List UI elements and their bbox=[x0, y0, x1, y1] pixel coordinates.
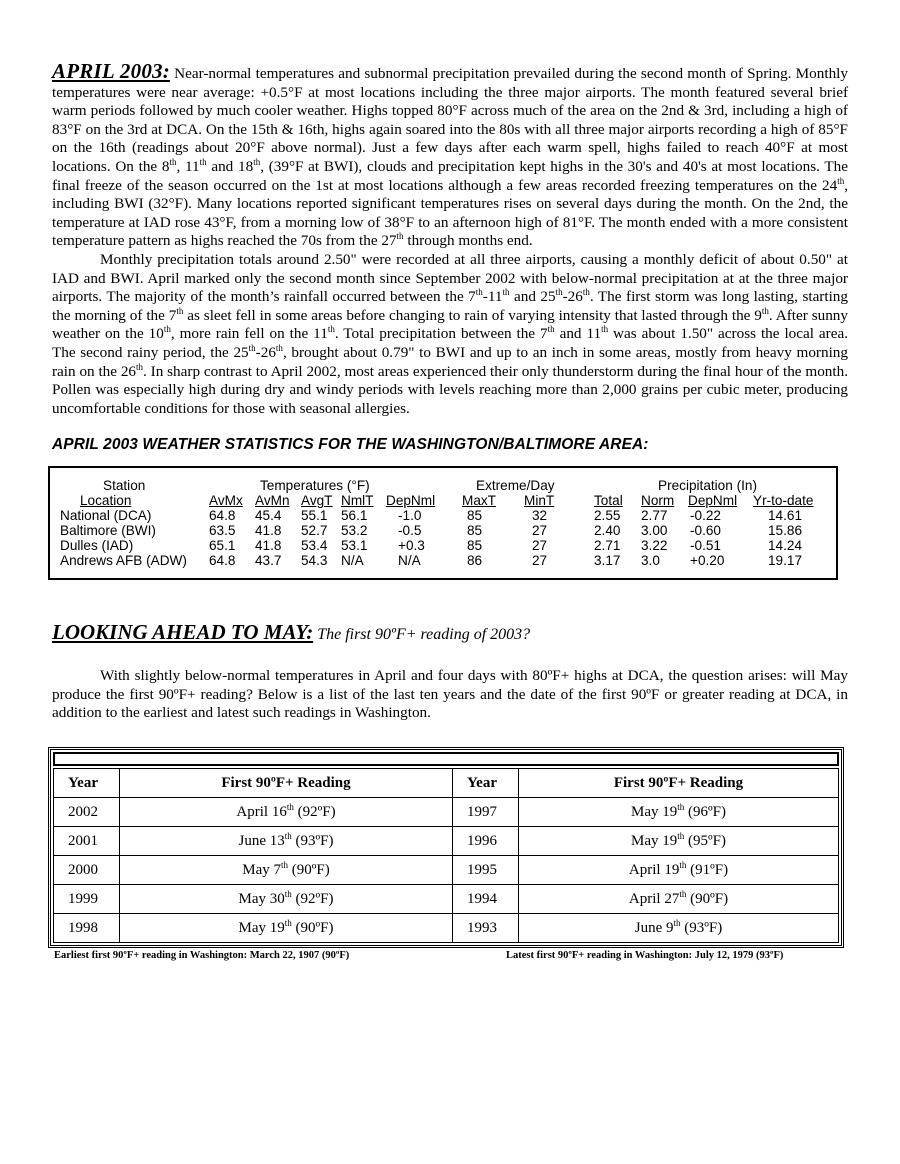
stats-col-precip-depnml: DepNml bbox=[688, 493, 738, 509]
stats-avmx: 64.8 bbox=[209, 508, 236, 524]
looking-ahead-paragraph: With slightly below-normal temperatures in April and four days with 80ºF+ highs at DCA, the question arises: will May produce the first 90ºF+ reading? Below is a list of the last ten years and the date of the first 90ºF or greater reading at DCA, in addition to the earliest and latest such readings in Washington. bbox=[52, 667, 848, 722]
stats-col-norm: Norm bbox=[641, 493, 675, 509]
ordinal-superscript: th bbox=[327, 324, 335, 335]
year-value: 2001 bbox=[68, 832, 98, 849]
stats-avmn: 41.8 bbox=[255, 538, 282, 554]
year-value: 1994 bbox=[467, 890, 497, 907]
table-row bbox=[54, 798, 839, 827]
ordinal-superscript: th bbox=[547, 324, 555, 335]
stats-ytd: 14.61 bbox=[768, 508, 803, 524]
ordinal-superscript: th bbox=[396, 231, 404, 242]
stats-maxt: 85 bbox=[467, 508, 483, 524]
reading-cell bbox=[519, 856, 839, 885]
year-cell bbox=[453, 885, 519, 914]
looking-ahead-heading-line bbox=[52, 620, 848, 645]
stats-precip-dep: +0.20 bbox=[690, 553, 725, 569]
reading-temp: (96ºF) bbox=[688, 803, 726, 820]
stats-avgt: 55.1 bbox=[301, 508, 328, 524]
ordinal-superscript: th bbox=[284, 830, 292, 841]
ordinal-superscript: th bbox=[502, 287, 510, 298]
reading-cell bbox=[120, 827, 453, 856]
stats-nmlt: N/A bbox=[341, 553, 364, 569]
text-run: was about 1.50" across the local area. The second rainy period, the 25 bbox=[52, 325, 849, 361]
ordinal-superscript: th bbox=[136, 361, 144, 372]
stats-maxt: 85 bbox=[467, 523, 483, 539]
reading-date: May 7 bbox=[242, 861, 281, 878]
reading-temp: (91ºF) bbox=[690, 861, 729, 878]
reading-temp: (93ºF) bbox=[295, 832, 334, 849]
april-paragraph-2 bbox=[52, 251, 848, 418]
looking-ahead-heading: LOOKING AHEAD TO MAY: bbox=[52, 620, 314, 645]
reading-cell bbox=[120, 885, 453, 914]
ordinal-superscript: th bbox=[679, 888, 687, 899]
text-run: . Total precipitation between the 7 bbox=[334, 325, 548, 343]
reading-temp: (93ºF) bbox=[684, 919, 723, 936]
reading-date: June 13 bbox=[238, 832, 285, 849]
col-reading-right: First 90ºF+ Reading bbox=[519, 769, 839, 798]
year-cell bbox=[453, 914, 519, 943]
stats-col-avmn: AvMn bbox=[255, 493, 290, 509]
stats-avgt: 53.4 bbox=[301, 538, 328, 554]
stats-ytd: 14.24 bbox=[768, 538, 803, 554]
text-run: -11 bbox=[482, 288, 503, 306]
stats-location: Dulles (IAD) bbox=[60, 538, 134, 554]
text-run: -26 bbox=[255, 343, 276, 361]
stats-depnml: +0.3 bbox=[398, 538, 425, 554]
col-year-left: Year bbox=[54, 769, 120, 798]
footnote-earliest: Earliest first 90ºF+ reading in Washington: March 22, 1907 (90ºF) bbox=[54, 950, 350, 962]
stats-group-precip: Precipitation (In) bbox=[658, 478, 757, 494]
text-run: . The first storm was long lasting, starting the morning of the 7 bbox=[52, 288, 848, 324]
stats-avmn: 41.8 bbox=[255, 523, 282, 539]
stats-col-nmlt: NmlT bbox=[341, 493, 374, 509]
reading-date: May 19 bbox=[238, 919, 285, 936]
stats-depnml: -1.0 bbox=[398, 508, 422, 524]
stats-avmx: 63.5 bbox=[209, 523, 236, 539]
reading-temp: (92ºF) bbox=[297, 803, 336, 820]
reading-temp: (90ºF) bbox=[291, 861, 330, 878]
stats-ytd: 15.86 bbox=[768, 523, 803, 539]
first-90-table-topbar bbox=[53, 752, 839, 766]
ordinal-superscript: th bbox=[475, 287, 483, 298]
year-cell bbox=[54, 827, 120, 856]
stats-total: 2.71 bbox=[594, 538, 621, 554]
reading-date: June 9 bbox=[634, 919, 674, 936]
text-run: , more rain fell on the 11 bbox=[170, 325, 328, 343]
first-90-table bbox=[53, 768, 839, 943]
stats-total: 3.17 bbox=[594, 553, 621, 569]
newsletter-page bbox=[52, 59, 849, 968]
year-value: 2002 bbox=[68, 803, 98, 820]
table-row bbox=[54, 914, 839, 943]
first-90-body bbox=[54, 798, 839, 943]
col-reading-left: First 90ºF+ Reading bbox=[120, 769, 453, 798]
year-cell bbox=[54, 856, 120, 885]
year-value: 1995 bbox=[467, 861, 497, 878]
stats-nmlt: 56.1 bbox=[341, 508, 368, 524]
stats-location: National (DCA) bbox=[60, 508, 152, 524]
april-paragraph-1-text bbox=[52, 65, 848, 249]
stats-col-avgt: AvgT bbox=[301, 493, 333, 509]
reading-cell bbox=[120, 914, 453, 943]
reading-temp: (90ºF) bbox=[690, 890, 729, 907]
reading-date: April 16 bbox=[236, 803, 287, 820]
reading-cell bbox=[519, 798, 839, 827]
stats-col-total: Total bbox=[594, 493, 623, 509]
ordinal-superscript: th bbox=[284, 888, 292, 899]
reading-date: May 30 bbox=[238, 890, 285, 907]
text-run: and 11 bbox=[554, 325, 602, 343]
first-90-table-frame bbox=[48, 747, 844, 948]
ordinal-superscript: th bbox=[837, 175, 845, 186]
ordinal-superscript: th bbox=[176, 305, 184, 316]
first-90-header-row bbox=[54, 769, 839, 798]
year-value: 2000 bbox=[68, 861, 98, 878]
stats-avmx: 65.1 bbox=[209, 538, 236, 554]
ordinal-superscript: th bbox=[673, 917, 681, 928]
reading-cell bbox=[519, 827, 839, 856]
stats-nmlt: 53.1 bbox=[341, 538, 368, 554]
year-cell bbox=[453, 798, 519, 827]
stats-precip-dep: -0.51 bbox=[690, 538, 721, 554]
table-row bbox=[54, 827, 839, 856]
reading-temp: (92ºF) bbox=[295, 890, 334, 907]
stats-maxt: 86 bbox=[467, 553, 483, 569]
text-run: and 18 bbox=[206, 157, 254, 175]
text-run: , (39°F at BWI), clouds and precipitation kept highs in the 30's and 40's at most locations. The final freeze of the season occurred on the 1st at most locations although a few areas recorded freezing temperatures on the 24 bbox=[52, 157, 848, 194]
year-value: 1999 bbox=[68, 890, 98, 907]
ordinal-superscript: th bbox=[286, 801, 294, 812]
stats-norm: 3.00 bbox=[641, 523, 668, 539]
text-run: Near-normal temperatures and subnormal precipitation prevailed during the second month of Spring. Monthly temperatures were near average: +0.5°F at most locations including the three major airports. The month featured several brief warm periods followed by much cooler weather. Highs topped 80°F across much of the area on the 2nd & 3rd, including a high of 83°F on the 3rd at DCA. On the 15th & 16th, highs again soared into the 80s with all three major airports recording a high of 85°F on the 16th (readings about 20°F above normal). Just a few days after each warm spell, highs failed to reach 40°F at most locations. On the 8 bbox=[52, 65, 848, 175]
stats-col-location: Location bbox=[80, 493, 132, 509]
text-run: , brought about 0.79" to BWI and up to an inch in some areas, mostly from heavy morning rain on the 26 bbox=[52, 343, 848, 380]
stats-total: 2.40 bbox=[594, 523, 621, 539]
ordinal-superscript: th bbox=[199, 156, 207, 167]
stats-col-maxt: MaxT bbox=[462, 493, 496, 509]
stats-avmn: 43.7 bbox=[255, 553, 282, 569]
col-year-right: Year bbox=[453, 769, 519, 798]
year-cell bbox=[54, 914, 120, 943]
text-run: through months end. bbox=[403, 232, 533, 250]
reading-cell bbox=[519, 885, 839, 914]
footnote-latest: Latest first 90ºF+ reading in Washington: July 12, 1979 (93ºF) bbox=[506, 950, 784, 962]
stats-mint: 32 bbox=[532, 508, 548, 524]
text-run: -26 bbox=[562, 288, 583, 306]
text-run: . After sunny weather on the 10 bbox=[52, 306, 848, 343]
year-cell bbox=[453, 827, 519, 856]
reading-date: May 19 bbox=[631, 832, 678, 849]
stats-table bbox=[48, 466, 838, 580]
stats-norm: 3.22 bbox=[641, 538, 668, 554]
ordinal-superscript: th bbox=[555, 287, 563, 298]
stats-col-depnml: DepNml bbox=[386, 493, 436, 509]
stats-mint: 27 bbox=[532, 523, 548, 539]
year-cell bbox=[54, 885, 120, 914]
stats-col-ytd: Yr-to-date bbox=[753, 493, 814, 509]
ordinal-superscript: th bbox=[253, 156, 261, 167]
text-run: , including BWI (32°F). Many locations reported significant temperatures rises on several days during the month. On the 2nd, the temperature at IAD rose 43°F, from a morning low of 38°F to an afternoon high of 81°F. The month ended with a more consistent temperature pattern as highs reached the 70s from the 27 bbox=[52, 176, 848, 250]
stats-total: 2.55 bbox=[594, 508, 621, 524]
april-paragraph-1 bbox=[52, 59, 848, 251]
table-row bbox=[54, 856, 839, 885]
stats-col-mint: MinT bbox=[524, 493, 555, 509]
stats-avgt: 52.7 bbox=[301, 523, 328, 539]
ordinal-superscript: th bbox=[679, 859, 687, 870]
stats-location: Andrews AFB (ADW) bbox=[60, 553, 187, 569]
stats-ytd: 19.17 bbox=[768, 553, 803, 569]
stats-nmlt: 53.2 bbox=[341, 523, 368, 539]
reading-date: April 19 bbox=[628, 861, 680, 878]
stats-avmn: 45.4 bbox=[255, 508, 282, 524]
ordinal-superscript: th bbox=[284, 917, 292, 928]
reading-cell bbox=[519, 914, 839, 943]
looking-ahead-subtitle: The first 90ºF+ reading of 2003? bbox=[317, 626, 531, 644]
ordinal-superscript: th bbox=[281, 859, 289, 870]
year-value: 1998 bbox=[68, 919, 98, 936]
stats-avmx: 64.8 bbox=[209, 553, 236, 569]
stats-group-temps: Temperatures (°F) bbox=[260, 478, 370, 494]
text-run: Monthly precipitation totals around 2.50" were recorded at all three airports, causing a monthly deficit of about 0.50" at IAD and BWI. April marked only the second month since September 2002 with below-normal precipitation at at the three major airports. The majority of the month’s rainfall occurred between the 7 bbox=[52, 250, 848, 306]
april-heading: APRIL 2003: bbox=[52, 59, 170, 83]
year-cell bbox=[453, 856, 519, 885]
stats-mint: 27 bbox=[532, 538, 548, 554]
stats-group-station: Station bbox=[103, 478, 146, 494]
text-run: , 11 bbox=[176, 157, 200, 175]
year-value: 1993 bbox=[467, 919, 497, 936]
ordinal-superscript: th bbox=[677, 801, 685, 812]
year-cell bbox=[54, 798, 120, 827]
ordinal-superscript: th bbox=[169, 156, 177, 167]
stats-depnml: N/A bbox=[398, 553, 421, 569]
text-run: . In sharp contrast to April 2002, most areas experienced their only thunderstorm during the final hour of the month. Pollen was especially high during dry and windy periods with levels reaching more than 2,000 grains per cubic meter, producing uncomfortable conditions for those with seasonal allergies. bbox=[52, 362, 848, 417]
stats-precip-dep: -0.60 bbox=[690, 523, 721, 539]
ordinal-superscript: th bbox=[275, 342, 283, 353]
reading-cell bbox=[120, 856, 453, 885]
ordinal-superscript: th bbox=[601, 324, 609, 335]
ordinal-superscript: th bbox=[761, 305, 769, 316]
stats-maxt: 85 bbox=[467, 538, 483, 554]
table-row bbox=[54, 885, 839, 914]
stats-precip-dep: -0.22 bbox=[690, 508, 721, 524]
reading-date: April 27 bbox=[628, 890, 680, 907]
first-90-footnotes bbox=[52, 950, 848, 968]
ordinal-superscript: th bbox=[163, 324, 171, 335]
text-run: and 25 bbox=[509, 288, 556, 306]
stats-norm: 2.77 bbox=[641, 508, 668, 524]
reading-temp: (95ºF) bbox=[688, 832, 726, 849]
text-run: as sleet fell in some areas before changing to rain of varying intensity that lasted through the 9 bbox=[183, 306, 762, 324]
reading-cell bbox=[120, 798, 453, 827]
year-value: 1996 bbox=[467, 832, 497, 849]
ordinal-superscript: th bbox=[677, 830, 685, 841]
ordinal-superscript: th bbox=[582, 287, 590, 298]
stats-depnml: -0.5 bbox=[398, 523, 422, 539]
reading-date: May 19 bbox=[631, 803, 678, 820]
stats-mint: 27 bbox=[532, 553, 548, 569]
stats-group-extreme: Extreme/Day bbox=[476, 478, 555, 494]
year-value: 1997 bbox=[467, 803, 497, 820]
stats-title: APRIL 2003 WEATHER STATISTICS FOR THE WASHINGTON/BALTIMORE AREA: bbox=[52, 436, 649, 454]
stats-col-avmx: AvMx bbox=[209, 493, 243, 509]
stats-location: Baltimore (BWI) bbox=[60, 523, 156, 539]
reading-temp: (90ºF) bbox=[295, 919, 334, 936]
stats-avgt: 54.3 bbox=[301, 553, 328, 569]
stats-norm: 3.0 bbox=[641, 553, 660, 569]
ordinal-superscript: th bbox=[248, 342, 256, 353]
